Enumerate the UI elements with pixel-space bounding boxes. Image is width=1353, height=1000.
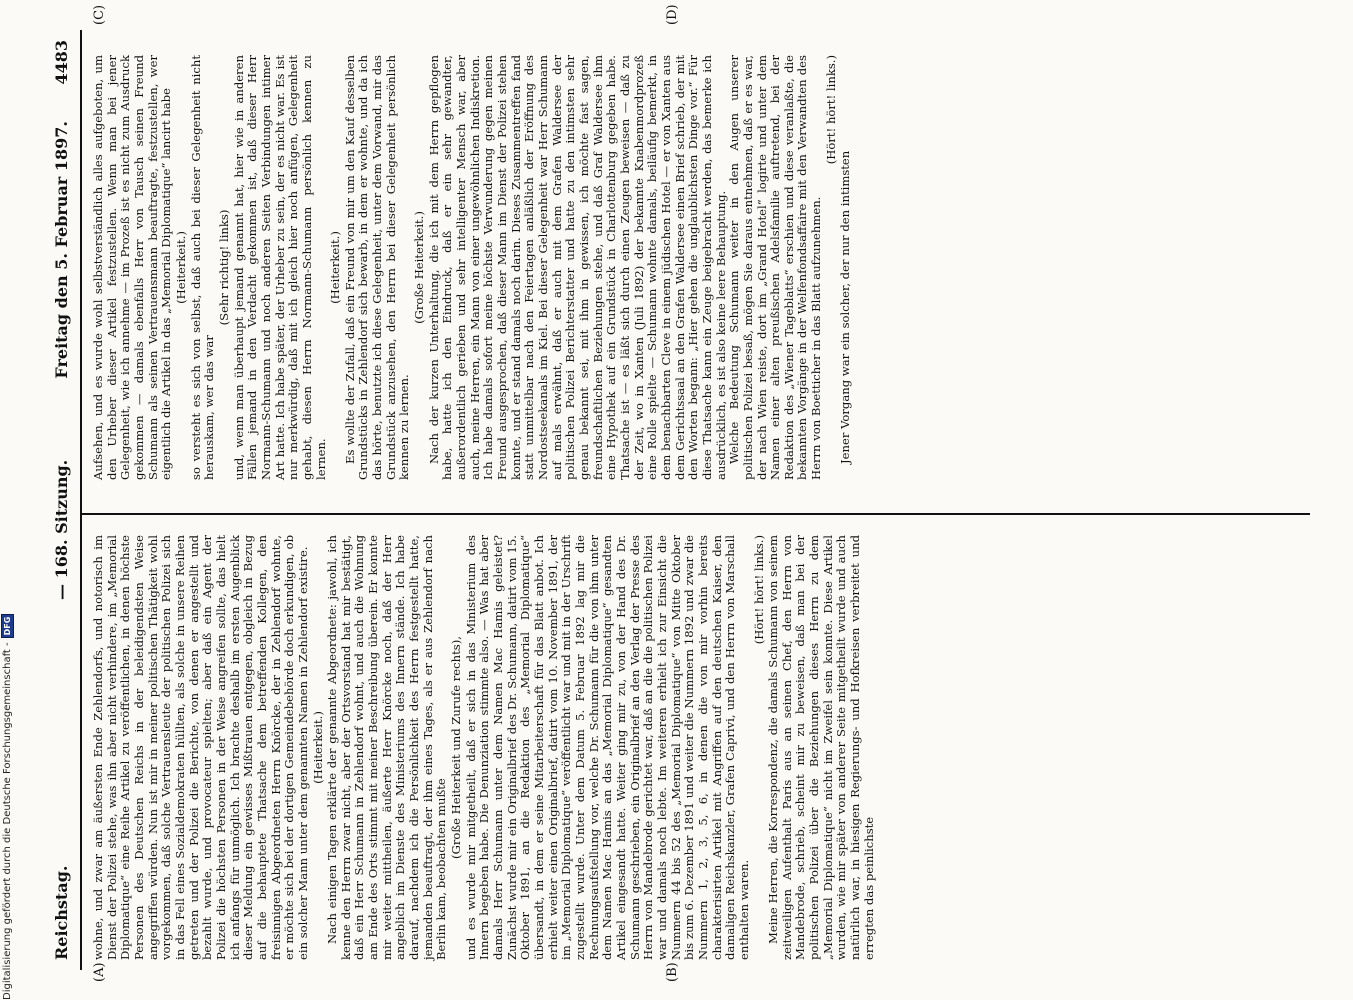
margin-marker-c: (C) xyxy=(92,4,107,25)
header-date: Freitag den 5. Februar 1897. xyxy=(52,121,71,379)
interjection: (Sehr richtig! links) xyxy=(216,209,231,326)
column-divider xyxy=(82,513,1310,515)
paragraph: und es wurde mir mitgetheilt, daß er sich in das Ministerium des Innern begeben habe. Die Denunziation stimmte also. — Was hat aber damals Herr Schumann unter dem Namen Mac Hamis geleistet? Zunächst wurde mir ein Originalbrief des Dr. Schumann, datirt vom 15. Oktober 1891, an die Redaktion des „Memorial Diplomatique“ übersandt, in dem er seine Mitarbeiterschaft für das Blatt anbot. Ich erhielt weiter einen Originalbrief, datirt vom 10. November 1891, der im „Memorial Diplomatique“ veröffentlicht war und mit in der Urschrift zugestellt wurde. Unter dem Datum 5. Februar 1892 lag mir die Rechnungsaufstellung vor, welche Dr. Schumann für die von ihm unter dem Namen Mac Hamis an das „Memorial Diplomatique“ gesandten Artikel eingesandt hatte. Weiter ging mir zu, von der Hand des Dr. Schumann geschrieben, ein Originalbrief an den Verlag der Presse des Herrn von Mandebrode gerichtet war, daß an die die politischen Polizei war und damals noch lebte. Im weiteren erhielt ich zur Einsicht die Nummern 44 bis 52 des „Memorial Diplomatique“ von Mitte Oktober bis zum 6. Dezember 1891 und weiter die Nummern 1892 und zwar die Nummern 1, 2, 3, 5, 6, in denen die von mir vorhin bereits charakterisirten Artikel mit Angriffen auf den deutschen Kaiser, den damaligen Reichskanzler, Grafen Caprivi, und den Herrn von Marschall enthalten waren. xyxy=(463,535,751,960)
paragraph: Meine Herren, die Korrespondenz, die damals Schumann von seinem zeitweiligen Aufenthalt Paris aus an seinen Chef, den Herrn von Mandebrode, schrieb, scheint mir zu beweisen, daß man bei der politischen Polizei über die Beziehungen dieses Herrn zu dem „Memorial Diplomatique“ nicht im Zweifel sein konnte. Diese Artikel wurden, wie mir später von anderer Seite mitgetheilt wurde und auch natürlich war, in hiesigen Regierungs- und Hofkreisen verbreitet und erregten das peinlichste xyxy=(766,535,876,960)
interjection: (Hört! hört! links.) xyxy=(823,55,838,165)
margin-marker-d: (D) xyxy=(665,4,680,25)
footer-credit: Digitalisierung gefördert durch die Deutsche Forschungsgemeinschaft - xyxy=(1,642,13,1000)
paragraph: wohne, und zwar am äußersten Ende Zehlendorfs, und notorisch im Dienst der Polizei stehe, was ihn aber nicht verhindere, im „Memorial Diplomatique“ eine Reihe Artikel zu veröffentlichen, in denen höchste Personen des Deutschen Reichs in der beleidigendsten Weise angegriffen würden. Nun ist mir in meiner politischen Thätigkeit wohl vorgekommen, daß solche Vertrauensleute der politischen Polizei sich in das Fell eines Sozialdemokraten hüllten, als solche in unsere Reihen getreten und der Polizei die Berichte, von denen er angestellt und bezahlt wurde, und provocateur spielten; aber daß ein Agent der Polizei die höchsten Personen in der Weise angreifen sollte, das hielt ich anfangs für unmöglich. Ich brachte deshalb im ersten Augenblick dieser Meldung ein gewisses Mißtrauen entgegen, obgleich in Bezug auf die behauptete Thatsache dem betreffenden Kollegen, den freisinnigen Abgeordneten Herrn Knörcke, der in Zehlendorf wohnte, er möchte sich bei der dortigen Gemeindebehörde doch erkundigen, ob ein solcher Mann unter dem genannten Namen in Zehlendorf existire. xyxy=(91,535,310,960)
interjection: (Hört! hört! links.) xyxy=(751,535,766,645)
digitization-footer xyxy=(0,614,14,1000)
paragraph: Welche Bedeutung Schumann weiter in den Augen unserer politischen Polizei besaß, mögen Sie daraus entnehmen, daß er es war, der nach Wien reiste, dort im „Grand Hotel“ logirte und unter dem Namen einer alten preußischen Adelsfamilie auftretend, bei der Redaktion des „Wiener Tageblatts“ erschien und diese veranlaßte, die bekannten Vorgänge in der Welfenfondsaffaire mit den Verwandten des Herrn von Boetticher in das Blatt aufzunehmen. xyxy=(727,55,824,480)
paragraph: Aufsehen, und es wurde wohl selbstverständlich alles aufgeboten, um den Urheber dieser Artikel festzustellen. Wenn man bei jener Gelegenheit, wie ich annehme — im Prozeß ist es nicht zum Ausdruck gekommen — damals ebenfalls Herr von Tausch seinen Freund Schumann als seinen Vertrauensmann beauftragte, festzustellen, wer eigentlich die Artikel in das „Memorial Diplomatique“ lancirt habe xyxy=(91,55,174,480)
paragraph: Jener Vorgang war ein solcher, der nur den intimsten xyxy=(838,150,853,464)
margin-marker-a: (A) xyxy=(92,962,107,982)
page-number: 4483 xyxy=(52,40,71,85)
interjection: (Heiterkeit.) xyxy=(310,711,325,784)
dfg-logo-icon: DFG xyxy=(1,614,14,639)
paragraph: Es wollte der Zufall, daß ein Freund von mir um den Kauf desselben Grundstücks in Zehlendorf sich bewarb, in dem er wohnte, und da ich das hörte, benutzte ich diese Gelegenheit, unter dem Vorwand, mir das Grundstück anzusehen, den Herrn bei dieser Gelegenheit persönlich kennen zu lernen. xyxy=(342,55,412,480)
paragraph: und, wenn man überhaupt jemand genannt hat, hier wie in anderen Fällen jemand in den Verdacht gekommen ist, daß dieser Herr Normann-Schumann und noch anderen Seiten Verbindungen intimer Art hatte. Ich habe später, der Urheber zu sein, der es nicht war. Es ist nur merkwürdig, daß mit ich gleich hier noch anfügen, Gelegenheit gehabt, diesen Herrn Normann-Schumann persönlich kennen zu lernen. xyxy=(231,55,328,480)
header-sitting: — 168. Sitzung. xyxy=(52,459,71,600)
paragraph: Nach einigen Tagen erklärte der genannte Abgeordnete: jawohl, ich kenne den Herrn zwar nicht, aber der Ortsvorstand hat mir bestätigt, daß ein Herr Schumann in Zehlendorf wohnt, und auch die Wohnung am Ende des Orts stimmt mit meiner Beschreibung überein. Er konnte mir weiter mittheilen, äußerte Herr Knörcke noch, daß der Herr angeblich im Dienste des Ministeriums des Innern stände. Ich habe darauf, nachdem ich die Persönlichkeit des Herrn festgestellt hatte, jemanden beauftragt, der ihm eines Tages, als er aus Zehlendorf nach Berlin kam, beobachten mußte xyxy=(325,535,449,960)
interjection: (Große Heiterkeit und Zurufe rechts), xyxy=(449,636,464,859)
interjection: (Heiterkeit.) xyxy=(328,231,343,304)
text-column-left xyxy=(92,535,876,960)
paragraph: so versteht es sich von selbst, daß auch bei dieser Gelegenheit nicht herauskam, wer das war xyxy=(188,55,217,480)
header-chamber: Reichstag. xyxy=(52,865,71,960)
interjection: (Heiterkeit.) xyxy=(173,231,188,304)
header-rule xyxy=(80,30,82,970)
interjection: (Große Heiterkeit.) xyxy=(412,211,427,324)
header-session xyxy=(52,121,71,600)
margin-marker-b: (B) xyxy=(665,962,680,982)
text-column-right xyxy=(92,55,853,480)
paragraph: Nach der kurzen Unterhaltung, die ich mit dem Herrn gepflogen habe, hatte ich den Eindruck, daß er ein sehr gewandter, außerordentlich gerieben und sehr intelligenter Mensch war, aber auch, meine Herren, ein Mann von einer ungewöhnlichen Indiskretion. Ich habe damals sofort meine höchste Verwunderung gegen meinen Freund ausgesprochen, daß dieser Mann im Dienst der Polizei stehen konnte, und er stand damals noch darin. Dieses Zusammentreffen fand statt unmittelbar nach den Feiertagen anläßlich der Eröffnung des Nordostseekanals im Kiel. Bei dieser Gelegenheit war Herr Schumann auf mals erwähnt, daß er auch mit dem Grafen Waldersee der politischen Polizei Berichterstatter und hatte zu den intimsten sehr genau bekannt sei, mit ihm in gewissen, ich möchte fast sagen, freundschaftlichen Beziehungen stehe, und daß Graf Waldersee ihm eine Hypothek auf ein Grundstück in Charlottenburg gegeben habe. Thatsache ist — es läßt sich durch einen Zeugen beweisen — daß zu der Zeit, wo in Xanten (Juli 1892) der bekannte Knabenmordprozeß eine Rolle spielte — Schumann wohnte damals, beiläufig bemerkt, in dem benachbarten Cleve in einem jüdischen Hotel — er von Xanten aus dem Gerichtssaal an den Grafen Waldersee einen Brief schrieb, der mit den Worten begann: „Hier gehen die unglaublichsten Dinge vor.“ Für diese Thatsache kann ein Zeuge beigebracht werden, das bemerke ich ausdrücklich, es ist also keine leere Behauptung. xyxy=(426,55,728,480)
